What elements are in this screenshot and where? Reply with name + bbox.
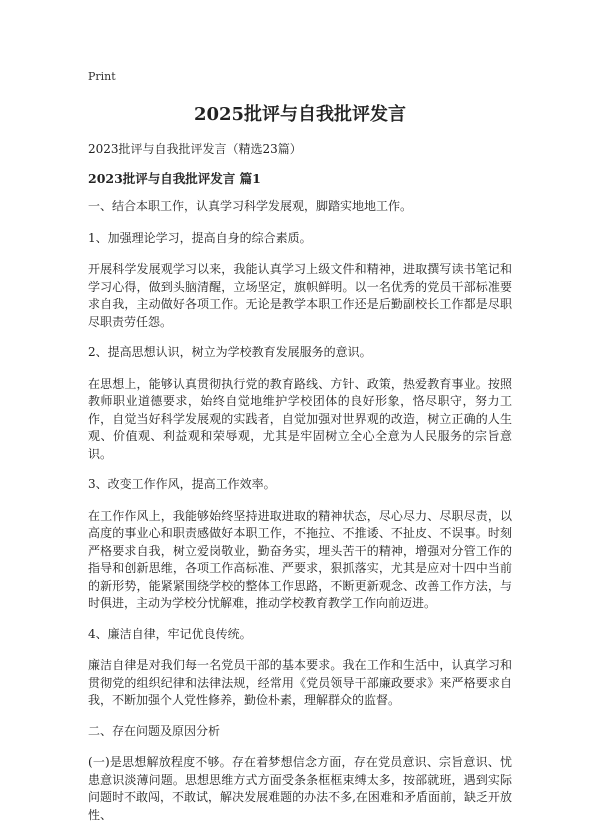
paragraph-7: 在工作作风上，我能够始终坚持进取进取的精神状态，尽心尽力、尽职尽责，以高度的事业心和职责感做好本职工作，不拖拉、不推诿、不扯皮、不误事。时刻严格要求自我，树立爱岗敬业，勤奋务实，埋头苦干的精神，增强对分管工作的指导和创新思维，各项工作高标准、严要求，狠抓落实，尤其是应对十四中当前的新形势，能紧紧围绕学校的整体工作思路，不断更新观念、改善工作方法，与时俱进，主动为学校分忧解难，推动学校教育教学工作向前迈进。 [88,508,512,610]
paragraph-1: 一、结合本职工作，认真学习科学发展观，脚踏实地地工作。 [88,199,413,213]
section-heading: 2023批评与自我批评发言 篇1 [88,171,261,186]
paragraph-11: (一)是思想解放程度不够。存在着梦想信念方面，存在党员意识、宗旨意识、忧患意识淡薄问题。思想思维方式方面受条条框框束缚太多，按部就班，遇到实际问题时不敢闯，不敢试，解决发展难题的办法不多,在困难和矛盾面前，缺乏开放性、 [88,755,512,822]
print-label[interactable]: Print [88,70,116,83]
document-title: 2025批评与自我批评发言 [193,104,407,125]
document-subtitle: 2023批评与自我批评发言（精选23篇） [88,142,302,156]
paragraph-6: 3、改变工作作风，提高工作效率。 [88,477,276,491]
paragraph-8: 4、廉洁自律，牢记优良传统。 [88,626,252,641]
paragraph-4: 2、提高思想认识，树立为学校教育发展服务的意识。 [88,345,372,359]
paragraph-10: 二、存在问题及原因分析 [88,723,221,738]
paragraph-9: 廉洁自律是对我们每一名党员干部的基本要求。我在工作和生活中，认真学习和贯彻党的组织纪律和法律法规，经常用《党员领导干部廉政要求》来严格要求自我，不断加强个人党性修养，勤俭朴素，理解群众的监督。 [88,658,512,707]
paragraph-3: 开展科学发展观学习以来，我能认真学习上级文件和精神，进取撰写读书笔记和学习心得，做到头脑清醒，立场坚定，旗帜鲜明。以一名优秀的党员干部标准要求自我，主动做好各项工作。无论是教学本职工作还是后勤副校长工作都是尽职尽职责劳任怨。 [88,262,512,329]
paragraph-2: 1、加强理论学习，提高自身的综合素质。 [88,230,312,245]
paragraph-5: 在思想上，能够认真贯彻执行党的教育路线、方针、政策，热爱教育事业。按照教师职业道德要求，始终自觉地维护学校团体的良好形象，恪尽职守，努力工作，自觉当好科学发展观的实践者，自觉加强对世界观的改造，树立正确的人生观、价值观、利益观和荣辱观，尤其是牢固树立全心全意为人民服务的宗旨意识。 [88,376,512,461]
